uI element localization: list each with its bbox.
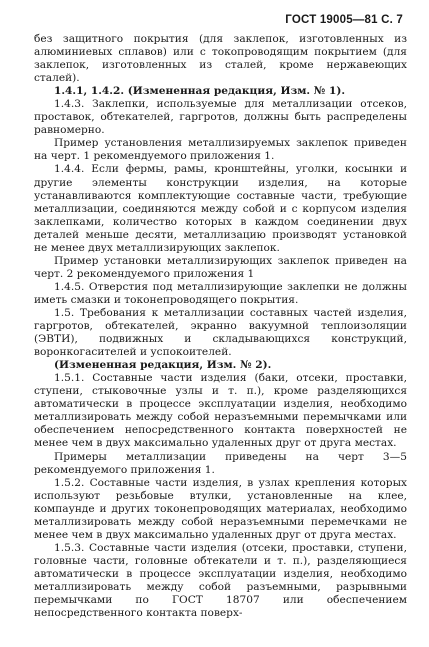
paragraph-1-5-1: 1.5.1. Составные части изделия (баки, отсеки, проставки, ступени, стыковочные узлы и т. п.), кроме разделяющихся автоматически в процессе эксплуатации изделия, необходимо металлизировать между собой неразъемными перемычками или обеспечением непосредственного контакта поверхностей не менее чем в двух максимально удаленных друг от друга местах. [34, 372, 407, 450]
amendment-note-1: 1.4.1, 1.4.2. (Измененная редакция, Изм. № 1). [54, 85, 346, 98]
example-drawings-3-5: Примеры металлизации приведены на черт 3—5 рекомендуемого приложения 1. [34, 450, 407, 476]
paragraph-1-4-5: 1.4.5. Отверстия под металлизирующие заклепки не должны иметь смазки и токонепроводящего покрытия. [34, 280, 407, 306]
paragraph-1-4-4: 1.4.4. Если фермы, рамы, кронштейны, уголки, косынки и другие элементы конструкции изделия, на которые устанавливаются комплектующие составные части, требующие металлизации, соединяются между собой и с корпусом изделия заклепками, количество которых в каждом соединении двух деталей меньше десяти, металлизацию производят установкой не менее двух металлизирующих заклепок. [34, 163, 407, 254]
page-header: ГОСТ 19005—81 С. 7 [285, 14, 403, 26]
document-body [34, 33, 407, 620]
section-1-5-heading: 1.5. Требования к металлизации составных частей изделия, гаргротов, обтекателей, экранно вакуумной теплоизоляции (ЭВТИ), подвижных и складывающихся конструкций, воронкогасителей и успокоителей. [34, 306, 407, 359]
paragraph-continuation: без защитного покрытия (для заклепок, изготовленных из алюминиевых сплавов) или с токопроводящим покрытием (для заклепок, изготовленных из сталей, кроме нержавеющих сталей). [34, 33, 407, 85]
amendment-note-2: (Измененная редакция, Изм. № 2). [54, 359, 272, 372]
example-drawing-1: Пример установления металлизируемых заклепок приведен на черт. 1 рекомендуемого приложения 1. [34, 137, 407, 163]
paragraph-1-4-3: 1.4.3. Заклепки, используемые для металлизации отсеков, проставок, обтекателей, гаргротов, должны быть распределены равномерно. [34, 98, 407, 137]
paragraph-1-5-3: 1.5.3. Составные части изделия (отсеки, проставки, ступени, головные части, головные обтекатели и т. п.), разделяющиеся автоматически в процессе эксплуатации изделия, необходимо металлизировать между собой разъемными, разрывными перемычками по ГОСТ 18707 или обеспечением непосредственного контакта поверх- [34, 541, 407, 620]
example-drawing-2: Пример установки металлизирующих заклепок приведен на черт. 2 рекомендуемого приложения 1 [34, 254, 407, 280]
paragraph-1-5-2: 1.5.2. Составные части изделия, в узлах крепления которых используют резьбовые втулки, установленные на клее, компаунде и других токонепроводящих материалах, необходимо металлизировать между собой неразъемными перемечками не менее чем в двух максимально удаленных друг от друга местах. [34, 476, 407, 541]
